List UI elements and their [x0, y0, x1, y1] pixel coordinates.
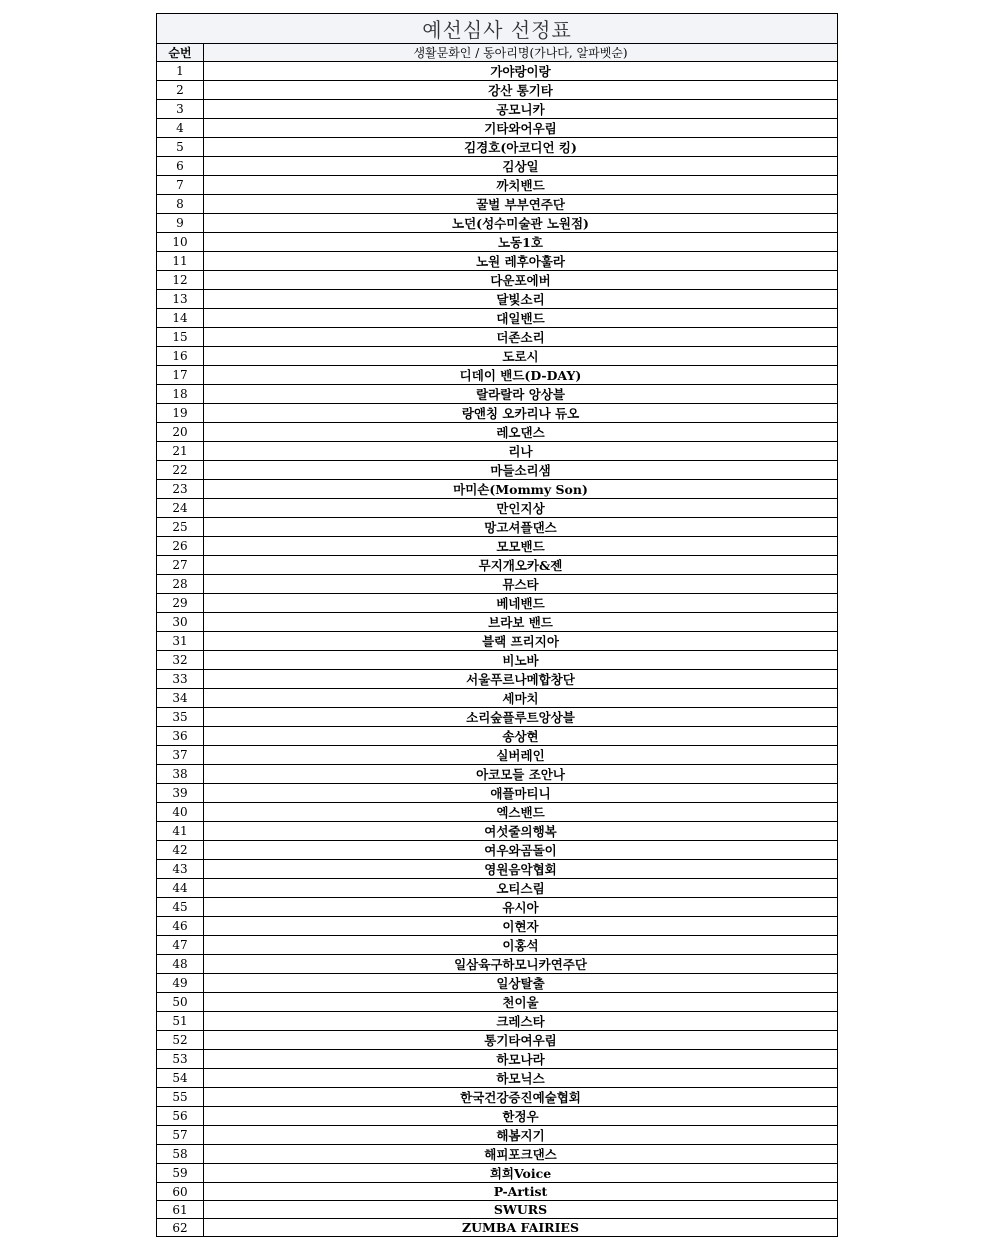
- row-number: 39: [157, 784, 204, 803]
- row-number: 13: [157, 290, 204, 309]
- row-club-name: 유시아: [204, 898, 838, 917]
- row-number: 54: [157, 1069, 204, 1088]
- row-number: 3: [157, 100, 204, 119]
- table-row: [157, 917, 838, 936]
- row-number: 46: [157, 917, 204, 936]
- row-club-name: 다운포에버: [204, 271, 838, 290]
- row-number: 19: [157, 404, 204, 423]
- row-club-name: 한정우: [204, 1107, 838, 1126]
- row-number: 8: [157, 195, 204, 214]
- table-row: [157, 670, 838, 689]
- row-club-name: 크레스타: [204, 1012, 838, 1031]
- row-number: 32: [157, 651, 204, 670]
- row-number: 59: [157, 1164, 204, 1183]
- table-row: [157, 936, 838, 955]
- row-number: 43: [157, 860, 204, 879]
- table-row: [157, 290, 838, 309]
- row-number: 56: [157, 1107, 204, 1126]
- table-row: [157, 119, 838, 138]
- row-number: 40: [157, 803, 204, 822]
- table-row: [157, 347, 838, 366]
- table-row: [157, 404, 838, 423]
- table-row: [157, 1012, 838, 1031]
- row-club-name: 꿀벌 부부연주단: [204, 195, 838, 214]
- table-row: [157, 1183, 838, 1201]
- row-club-name: ZUMBA FAIRIES: [204, 1219, 838, 1237]
- row-club-name: 더존소리: [204, 328, 838, 347]
- row-club-name: 가야랑이랑: [204, 62, 838, 81]
- row-number: 5: [157, 138, 204, 157]
- row-number: 9: [157, 214, 204, 233]
- table-row: [157, 1050, 838, 1069]
- table-row: [157, 1219, 838, 1237]
- row-club-name: 아코모들 조안나: [204, 765, 838, 784]
- row-club-name: 소리숲플루트앙상블: [204, 708, 838, 727]
- table-row: [157, 518, 838, 537]
- row-club-name: SWURS: [204, 1201, 838, 1219]
- row-club-name: 실버레인: [204, 746, 838, 765]
- table-row: [157, 803, 838, 822]
- row-number: 22: [157, 461, 204, 480]
- table-row: [157, 442, 838, 461]
- row-club-name: 리나: [204, 442, 838, 461]
- row-club-name: 무지개오카&젠: [204, 556, 838, 575]
- row-club-name: 도로시: [204, 347, 838, 366]
- row-number: 48: [157, 955, 204, 974]
- row-club-name: 까치밴드: [204, 176, 838, 195]
- row-club-name: 통기타여우림: [204, 1031, 838, 1050]
- row-club-name: 브라보 밴드: [204, 613, 838, 632]
- table-row: [157, 100, 838, 119]
- row-club-name: 엑스밴드: [204, 803, 838, 822]
- table-row: [157, 214, 838, 233]
- row-club-name: 여우와곰돌이: [204, 841, 838, 860]
- row-club-name: 노던(성수미술관 노원점): [204, 214, 838, 233]
- table-row: [157, 423, 838, 442]
- table-row: [157, 1201, 838, 1219]
- table-row: [157, 708, 838, 727]
- row-number: 21: [157, 442, 204, 461]
- table-row: [157, 385, 838, 404]
- row-number: 24: [157, 499, 204, 518]
- row-number: 27: [157, 556, 204, 575]
- row-number: 1: [157, 62, 204, 81]
- row-club-name: 서울푸르나메합창단: [204, 670, 838, 689]
- table-row: [157, 727, 838, 746]
- row-club-name: 망고셔플댄스: [204, 518, 838, 537]
- table-row: [157, 651, 838, 670]
- row-number: 11: [157, 252, 204, 271]
- row-number: 23: [157, 480, 204, 499]
- table-row: [157, 898, 838, 917]
- table-row: [157, 860, 838, 879]
- row-number: 6: [157, 157, 204, 176]
- selection-table: [156, 13, 838, 1237]
- row-club-name: 해피포크댄스: [204, 1145, 838, 1164]
- row-club-name: 대일밴드: [204, 309, 838, 328]
- row-number: 35: [157, 708, 204, 727]
- row-club-name: 노원 레후아훌라: [204, 252, 838, 271]
- table-row: [157, 62, 838, 81]
- row-club-name: 레오댄스: [204, 423, 838, 442]
- row-number: 15: [157, 328, 204, 347]
- row-club-name: 강산 통기타: [204, 81, 838, 100]
- row-club-name: 노동1호: [204, 233, 838, 252]
- row-number: 47: [157, 936, 204, 955]
- table-row: [157, 271, 838, 290]
- table-body: [157, 62, 838, 1237]
- row-number: 62: [157, 1219, 204, 1237]
- row-club-name: P-Artist: [204, 1183, 838, 1201]
- table-row: [157, 879, 838, 898]
- row-club-name: 랄라랄라 앙상블: [204, 385, 838, 404]
- row-club-name: 비노바: [204, 651, 838, 670]
- row-club-name: 김상일: [204, 157, 838, 176]
- table-row: [157, 575, 838, 594]
- row-club-name: 기타와어우림: [204, 119, 838, 138]
- row-number: 49: [157, 974, 204, 993]
- row-number: 2: [157, 81, 204, 100]
- row-number: 58: [157, 1145, 204, 1164]
- table-row: [157, 309, 838, 328]
- row-number: 20: [157, 423, 204, 442]
- row-club-name: 블랙 프리지아: [204, 632, 838, 651]
- row-number: 16: [157, 347, 204, 366]
- row-club-name: 애플마티니: [204, 784, 838, 803]
- row-number: 31: [157, 632, 204, 651]
- row-number: 26: [157, 537, 204, 556]
- row-club-name: 마들소리샘: [204, 461, 838, 480]
- table-row: [157, 1069, 838, 1088]
- table-row: [157, 252, 838, 271]
- row-number: 45: [157, 898, 204, 917]
- row-club-name: 마미손(Mommy Son): [204, 480, 838, 499]
- row-club-name: 모모밴드: [204, 537, 838, 556]
- row-club-name: 해봄지기: [204, 1126, 838, 1145]
- row-number: 50: [157, 993, 204, 1012]
- table-row: [157, 1031, 838, 1050]
- table-row: [157, 784, 838, 803]
- row-number: 14: [157, 309, 204, 328]
- row-number: 44: [157, 879, 204, 898]
- row-club-name: 랑앤칭 오카리나 듀오: [204, 404, 838, 423]
- row-club-name: 세마치: [204, 689, 838, 708]
- row-number: 10: [157, 233, 204, 252]
- row-club-name: 희희Voice: [204, 1164, 838, 1183]
- row-club-name: 송상현: [204, 727, 838, 746]
- row-number: 51: [157, 1012, 204, 1031]
- row-club-name: 공모니카: [204, 100, 838, 119]
- table-row: [157, 157, 838, 176]
- table-row: [157, 1107, 838, 1126]
- table-row: [157, 176, 838, 195]
- table-row: [157, 1164, 838, 1183]
- row-club-name: 디데이 밴드(D-DAY): [204, 366, 838, 385]
- row-club-name: 김경호(아코디언 킹): [204, 138, 838, 157]
- row-club-name: 이현자: [204, 917, 838, 936]
- table-row: [157, 613, 838, 632]
- table-row: [157, 974, 838, 993]
- table-row: [157, 689, 838, 708]
- row-number: 37: [157, 746, 204, 765]
- col-header-number: 순번: [157, 44, 204, 62]
- row-number: 55: [157, 1088, 204, 1107]
- row-number: 30: [157, 613, 204, 632]
- col-header-name: 생활문화인 / 동아리명(가나다, 알파벳순): [204, 44, 838, 62]
- row-number: 36: [157, 727, 204, 746]
- row-number: 61: [157, 1201, 204, 1219]
- sheet-title: 예선심사 선정표: [157, 14, 838, 44]
- table-row: [157, 556, 838, 575]
- row-club-name: 영원음악협회: [204, 860, 838, 879]
- table-row: [157, 841, 838, 860]
- row-club-name: 일삼육구하모니카연주단: [204, 955, 838, 974]
- table-row: [157, 1126, 838, 1145]
- table-row: [157, 233, 838, 252]
- table-row: [157, 1088, 838, 1107]
- row-club-name: 오티스림: [204, 879, 838, 898]
- row-number: 17: [157, 366, 204, 385]
- table-row: [157, 461, 838, 480]
- row-club-name: 한국건강증진예술협회: [204, 1088, 838, 1107]
- row-club-name: 이홍석: [204, 936, 838, 955]
- row-number: 42: [157, 841, 204, 860]
- row-number: 52: [157, 1031, 204, 1050]
- row-club-name: 달빛소리: [204, 290, 838, 309]
- row-club-name: 일상탈출: [204, 974, 838, 993]
- table-row: [157, 499, 838, 518]
- row-number: 33: [157, 670, 204, 689]
- row-number: 29: [157, 594, 204, 613]
- row-number: 41: [157, 822, 204, 841]
- row-number: 60: [157, 1183, 204, 1201]
- row-club-name: 여섯줄의행복: [204, 822, 838, 841]
- row-club-name: 하모나라: [204, 1050, 838, 1069]
- table-row: [157, 480, 838, 499]
- row-number: 34: [157, 689, 204, 708]
- row-number: 53: [157, 1050, 204, 1069]
- row-club-name: 하모닉스: [204, 1069, 838, 1088]
- row-number: 57: [157, 1126, 204, 1145]
- row-number: 4: [157, 119, 204, 138]
- row-number: 18: [157, 385, 204, 404]
- table-row: [157, 993, 838, 1012]
- row-club-name: 만인지상: [204, 499, 838, 518]
- table-row: [157, 328, 838, 347]
- row-number: 28: [157, 575, 204, 594]
- row-number: 38: [157, 765, 204, 784]
- table-row: [157, 1145, 838, 1164]
- table-row: [157, 195, 838, 214]
- row-number: 7: [157, 176, 204, 195]
- table-row: [157, 594, 838, 613]
- row-club-name: 베네밴드: [204, 594, 838, 613]
- table-row: [157, 746, 838, 765]
- table-row: [157, 537, 838, 556]
- table-row: [157, 138, 838, 157]
- row-club-name: 뮤스타: [204, 575, 838, 594]
- table-row: [157, 955, 838, 974]
- table-row: [157, 632, 838, 651]
- table-row: [157, 765, 838, 784]
- row-number: 25: [157, 518, 204, 537]
- row-number: 12: [157, 271, 204, 290]
- table-row: [157, 81, 838, 100]
- table-row: [157, 366, 838, 385]
- table-row: [157, 822, 838, 841]
- row-club-name: 천이울: [204, 993, 838, 1012]
